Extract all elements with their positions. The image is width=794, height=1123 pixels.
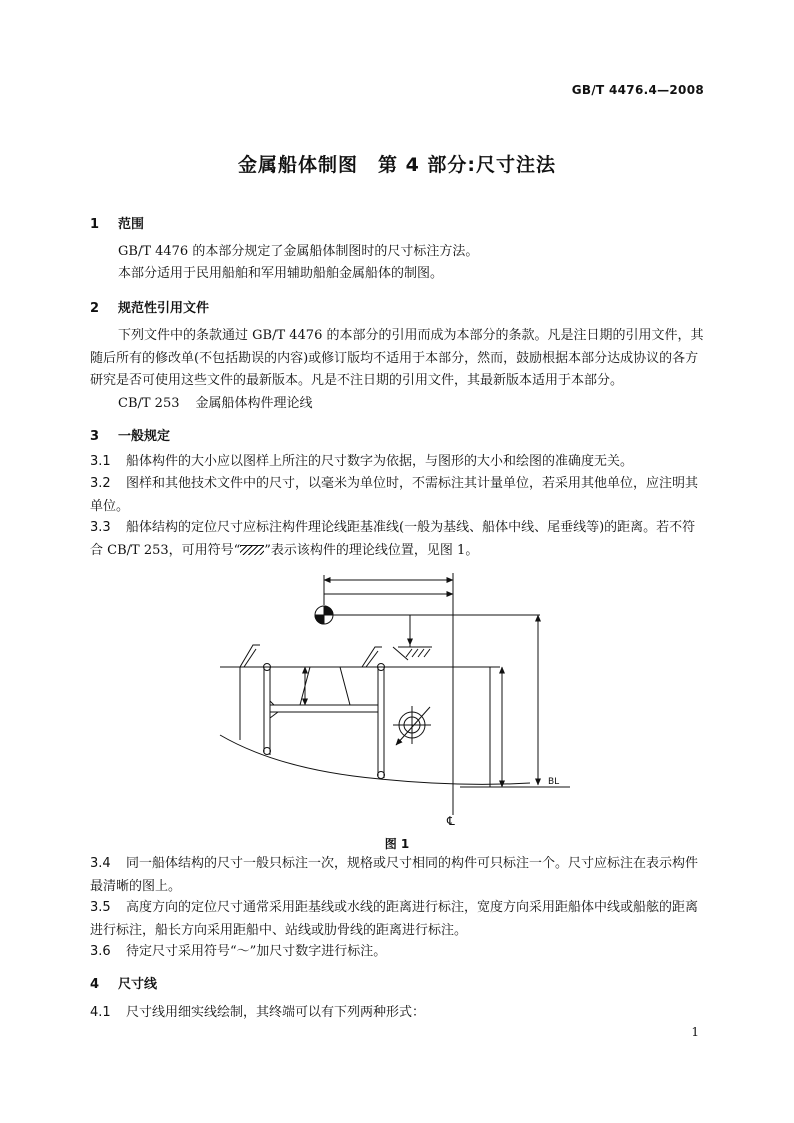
joint-circle — [264, 748, 271, 755]
clause-number: 3.3 — [90, 520, 111, 535]
clause-number: 3.5 — [90, 900, 111, 915]
ref-title: 金属船体构件理论线 — [195, 396, 313, 411]
document-title: 金属船体制图 第 4 部分:尺寸注法 — [237, 154, 557, 176]
clause-4-1 — [90, 1002, 705, 1025]
bracket-left — [240, 645, 260, 667]
joint-circle — [378, 772, 385, 779]
bottom-shell — [220, 735, 530, 784]
section-number: 2 — [90, 301, 100, 316]
bracket-right-inner — [366, 651, 378, 667]
section-title: 尺寸线 — [118, 977, 158, 992]
standard-code: GB/T 4476.4—2008 — [571, 83, 704, 97]
figure-1-drawing — [210, 565, 570, 830]
clause-3-2 — [90, 473, 705, 518]
figure-caption: 图 1 — [384, 837, 410, 851]
hatch-strokes — [406, 649, 430, 657]
clause-text: 船体构件的大小应以图样上所注的尺寸数字为依据，与图形的大小和绘图的准确度无关。 — [126, 454, 634, 469]
centerline-symbol: ℄ — [447, 814, 455, 828]
normative-reference — [118, 392, 313, 411]
clause-text: 图样和其他技术文件中的尺寸，以毫米为单位时，不需标注其计量单位，若采用其他单位，应注明其单位。 — [90, 476, 699, 514]
clause-number: 3.1 — [90, 454, 111, 469]
section-2-para: 下列文件中的条款通过 GB/T 4476 的本部分的引用而成为本部分的条款。凡是注日期的引用文件，其随后所有的修改单(不包括勘误的内容)或修订版均不适用于本部分，然而，鼓励根据本部分达成协议的各方研究是否可使用这些文件的最新版本。凡是不注日期的引用文件，其最新版本适用于本部分。 — [90, 328, 704, 388]
clause-number: 4.1 — [90, 1005, 111, 1020]
clause-3-4 — [90, 853, 705, 898]
section-number: 3 — [90, 429, 100, 444]
section-number: 1 — [90, 217, 100, 232]
clause-number: 3.4 — [90, 856, 111, 871]
clause-3-6 — [90, 941, 705, 964]
section-title: 一般规定 — [118, 429, 171, 444]
leader-line — [393, 647, 408, 660]
section-number: 4 — [90, 977, 100, 992]
centerline-circle-fill — [324, 606, 333, 615]
clause-3-3 — [90, 517, 705, 562]
section-title: 规范性引用文件 — [118, 301, 210, 316]
figure-1 — [210, 565, 570, 834]
clause-number: 3.2 — [90, 476, 111, 491]
clause-text-a: 船体结构的定位尺寸应标注构件理论线距基准线(一般为基线、船体中线、尾垂线等)的距离。若不符合 CB/T 253，可用符号“ — [90, 520, 696, 558]
clause-3-5 — [90, 897, 705, 942]
ref-code: CB/T 253 — [118, 396, 180, 411]
clause-text: 高度方向的定位尺寸通常采用距基线或水线的距离进行标注，宽度方向采用距船体中线或船舷的距离进行标注，船长方向采用距船中、站线或肋骨线的距离进行标注。 — [90, 900, 699, 938]
section-1-heading — [90, 213, 144, 232]
baseline-label: BL — [548, 777, 560, 787]
section-3-heading — [90, 425, 170, 444]
theoretical-line-hatch-icon — [240, 545, 264, 555]
page-number: 1 — [691, 1025, 699, 1039]
clause-text: 待定尺寸采用符号“～”加尺寸数字进行标注。 — [126, 944, 387, 959]
section-4-heading — [90, 973, 157, 992]
diagonal-bracket — [340, 667, 350, 705]
section-2-heading — [90, 297, 209, 316]
clause-text: 尺寸线用细实线绘制，其终端可以有下列两种形式： — [126, 1005, 426, 1020]
girder-edge — [270, 701, 278, 718]
section-1-para-1: GB/T 4476 的本部分规定了金属船体制图时的尺寸标注方法。 — [118, 244, 479, 259]
clause-text-b: ”表示该构件的理论线位置，见图 1。 — [264, 542, 479, 558]
clause-number: 3.6 — [90, 944, 111, 959]
centerline-circle-fill — [315, 615, 324, 624]
clause-3-1 — [90, 451, 705, 474]
section-1-para-2: 本部分适用于民用船舶和军用辅助船舶金属船体的制图。 — [118, 266, 444, 281]
section-title: 范围 — [118, 217, 145, 232]
clause-text: 同一船体结构的尺寸一般只标注一次，规格或尺寸相同的构件可只标注一个。尺寸应标注在表示构件最清晰的图上。 — [90, 856, 699, 894]
